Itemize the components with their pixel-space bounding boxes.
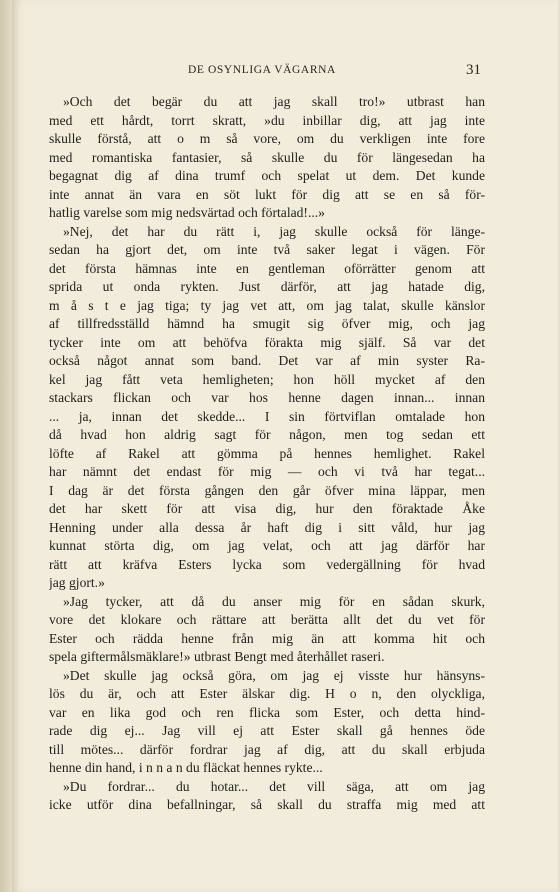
- text-line: jag gjort.»: [49, 575, 105, 590]
- text-line: spela giftermålsmäklare!» utbrast Bengt med återhållet raseri.: [49, 649, 385, 664]
- text-line: »Och det begär du att jag skall tro!» utbrast han: [63, 94, 485, 109]
- text-line: rätt att kräfva Esters lycka som vedergällning för hvad: [49, 556, 485, 572]
- text-line: sprida ut onda rykten. Just därför, att jag hatade dig,: [49, 279, 485, 294]
- body-text: [49, 93, 485, 815]
- text-line: kunnat störta dig, om jag velat, och att jag därför har: [49, 538, 485, 553]
- text-line: vore det klokare och rättare att berätta allt det du vet för: [49, 612, 485, 627]
- text-line: ... ja, innan det skedde... I sin förtviflan omtalade hon: [49, 408, 485, 424]
- text-line: Henning under alla dessa år haft dig i sitt våld, hur jag: [49, 519, 485, 535]
- text-line: icke utför dina befallningar, så skall du straffa mig med att: [49, 797, 485, 812]
- text-line: rade dig ej... Jag vill ej att Ester skall gå hennes öde: [49, 723, 485, 738]
- text-line: till mötes... därför fordrar jag af dig, att du skall erbjuda: [49, 741, 485, 757]
- page-header: [12, 62, 558, 82]
- text-line: lös du är, och att Ester älskar dig. H o n, den olyckliga,: [49, 686, 485, 701]
- text-line: har nämnt det endast för mig — och vi två har tegat...: [49, 464, 485, 479]
- running-title: DE OSYNLIGA VÄGARNA: [188, 64, 336, 76]
- page-number: 31: [466, 62, 481, 78]
- text-line: med ett hårdt, torrt skratt, »du inbillar dig, att jag inte: [49, 112, 485, 128]
- text-line: var en lika god och ren flicka som Ester, och detta hind-: [49, 704, 485, 720]
- text-line: af tillfredsställd hämnd ha smugit sig öfver mig, och jag: [49, 316, 485, 331]
- text-line: inte annat än vara en söt lukt för dig att se en så för-: [49, 186, 485, 202]
- text-line: det första hämnas inte en gentleman oförrätter genom att: [49, 260, 485, 276]
- text-line: m å s t e jag tiga; ty jag vet att, om jag talat, skulle känslor: [49, 297, 485, 313]
- text-line: med romantiska fantasier, så skulle du för längesedan ha: [49, 149, 485, 165]
- text-line: Ester och rädda henne från mig än att komma hit och: [49, 630, 485, 646]
- text-line: begagnat dig af dina trumf och spelat ut dem. Det kunde: [49, 168, 485, 183]
- text-line: »Jag tycker, att då du anser mig för en sådan skurk,: [63, 593, 485, 609]
- text-line: hatlig varelse som mig nedsvärtad och förtalad!...»: [49, 205, 325, 220]
- text-line: sedan ha gjort det, om inte två saker legat i vägen. För: [49, 242, 485, 257]
- text-line: det har skett för att visa dig, hur den föraktade Åke: [49, 501, 485, 516]
- text-line: »Nej, det har du rätt i, jag skulle också för länge-: [63, 223, 485, 239]
- text-line: skulle förstå, att o m så vore, om du verkligen inte fore: [49, 131, 485, 146]
- text-line: också något annat som band. Det var af min syster Ra-: [49, 353, 485, 368]
- text-line: tycker inte om att behöfva förakta mig själf. Så var det: [49, 334, 485, 350]
- text-line: »Det skulle jag också göra, om jag ej visste hur hänsyns-: [63, 667, 485, 683]
- text-line: kel jag fått veta hemligheten; hon höll mycket af den: [49, 371, 485, 387]
- text-line: I dag är det första gången den går öfver mina läppar, men: [49, 482, 485, 498]
- text-line: då hvad hon aldrig sagt för någon, men tog sedan ett: [49, 427, 485, 442]
- page-gutter: [0, 0, 12, 892]
- book-page: [12, 0, 558, 892]
- text-line: henne din hand, i n n a n du fläckat hennes rykte...: [49, 760, 323, 775]
- text-line: löfte af Rakel att gömma på hennes hemlighet. Rakel: [49, 445, 485, 461]
- text-line: stackars flickan och var hos henne dagen innan... innan: [49, 390, 485, 405]
- text-line: »Du fordrar... du hotar... det vill säga, att om jag: [63, 778, 485, 794]
